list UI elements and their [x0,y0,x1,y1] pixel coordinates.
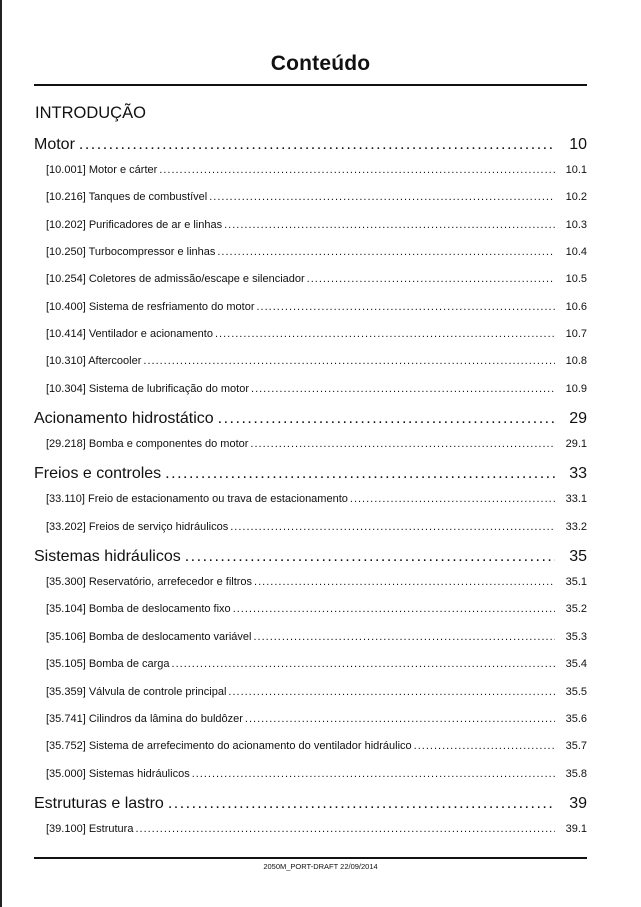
item-title: [29.218] Bomba e componentes do motor [46,438,249,451]
item-page-number: 35.8 [565,767,587,780]
item-page-number: 35.2 [565,603,587,616]
item-page-number: 35.5 [565,685,587,698]
toc-section [34,136,587,410]
item-page-number: 10.9 [565,382,587,395]
dot-leader [257,301,556,313]
toc-section [34,465,587,548]
dot-leader [172,658,555,670]
section-title: Motor [34,136,75,153]
item-title: [10.202] Purificadores de ar e linhas [46,218,223,231]
section-title: Acionamento hidrostático [34,410,214,428]
dot-leader [228,686,555,698]
item-page-number: 10.5 [565,273,587,286]
item-title: [35.106] Bomba de deslocamento variável [46,630,252,643]
item-page-number: 10.8 [565,355,587,368]
dot-leader [350,493,555,505]
page-title: Conteúdo [270,52,371,75]
item-page-number: 29.1 [565,438,587,451]
item-title: [39.100] Estrutura [46,822,134,835]
toc-section-entry[interactable] [34,136,587,164]
section-page-number: 29 [569,410,587,428]
toc-section [34,410,587,465]
footer-text: 2050M_PORT-DRAFT 22/09/2014 [263,862,378,871]
item-title: [33.110] Freio de estacionamento ou trava de estacionamento [46,493,348,506]
toc-item-entry[interactable] [34,493,587,520]
item-title: [10.414] Ventilador e acionamento [46,328,213,341]
toc-item-entry[interactable] [34,164,587,191]
footer-divider [34,857,587,859]
dot-leader [251,383,555,395]
intro-heading: INTRODUÇÃO [35,104,146,122]
item-title: [35.104] Bomba de deslocamento fixo [46,603,231,616]
item-page-number: 35.6 [565,712,587,725]
toc-item-entry[interactable] [34,713,587,740]
toc-section-entry[interactable] [34,410,587,438]
dot-leader [215,328,555,340]
dot-leader [79,136,555,154]
toc-item-entry[interactable] [34,521,587,548]
toc-item-entry[interactable] [34,658,587,685]
dot-leader [414,740,555,752]
toc-item-entry[interactable] [34,301,587,328]
section-page-number: 35 [569,548,587,566]
dot-leader [224,219,555,231]
item-page-number: 10.6 [565,300,587,313]
dot-leader [185,548,555,566]
page-edge-rule [0,0,2,907]
item-title: [10.304] Sistema de lubrificação do motor [46,382,250,395]
item-title: [10.250] Turbocompressor e linhas [46,246,216,259]
item-title: [10.254] Coletores de admissão/escape e silenciador [46,273,305,286]
item-title: [33.202] Freios de serviço hidráulicos [46,520,229,533]
toc-item-entry[interactable] [34,191,587,218]
section-title: Sistemas hidráulicos [34,548,181,566]
toc-section-entry[interactable] [34,795,587,823]
item-title: [35.300] Reservatório, arrefecedor e filtros [46,576,253,589]
table-of-contents [34,136,587,850]
section-title: Estruturas e lastro [34,794,164,812]
item-title: [10.216] Tanques de combustível [46,191,208,204]
toc-item-entry[interactable] [34,686,587,713]
item-page-number: 10.3 [565,218,587,231]
item-title: [35.359] Válvula de controle principal [46,685,227,698]
dot-leader [209,191,555,203]
toc-item-entry[interactable] [34,631,587,658]
item-page-number: 39.1 [565,822,587,835]
toc-section-entry[interactable] [34,465,587,493]
item-page-number: 33.1 [565,493,587,506]
item-page-number: 33.2 [565,520,587,533]
dot-leader [192,768,555,780]
dot-leader [250,438,555,450]
toc-item-entry[interactable] [34,328,587,355]
item-title: [35.752] Sistema de arrefecimento do acionamento do ventilador hidráulico [46,740,412,753]
toc-section [34,548,587,795]
dot-leader [253,631,555,643]
toc-item-entry[interactable] [34,823,587,850]
dot-leader [165,465,555,483]
dot-leader [218,410,555,428]
item-title: [10.400] Sistema de resfriamento do motor [46,300,255,313]
toc-item-entry[interactable] [34,603,587,630]
dot-leader [217,246,555,258]
toc-item-entry[interactable] [34,768,587,795]
dot-leader [233,603,555,615]
section-page-number: 39 [569,794,587,812]
dot-leader [143,355,555,367]
toc-section-entry[interactable] [34,548,587,576]
dot-leader [254,576,555,588]
toc-item-entry[interactable] [34,219,587,246]
item-page-number: 35.1 [565,576,587,589]
item-title: [35.000] Sistemas hidráulicos [46,767,190,780]
item-page-number: 10.7 [565,328,587,341]
toc-item-entry[interactable] [34,383,587,410]
dot-leader [135,823,555,835]
dot-leader [159,164,555,176]
toc-item-entry[interactable] [34,438,587,465]
item-page-number: 35.3 [565,630,587,643]
section-title: Freios e controles [34,465,162,483]
title-divider [34,84,587,86]
item-title: [35.105] Bomba de carga [46,658,170,671]
toc-item-entry[interactable] [34,576,587,603]
item-page-number: 10.4 [565,246,587,259]
dot-leader [245,713,555,725]
toc-item-entry[interactable] [34,740,587,767]
item-page-number: 10.2 [565,191,587,204]
section-page-number: 33 [569,465,587,483]
section-page-number: 10 [569,136,587,153]
toc-item-entry[interactable] [34,246,587,273]
item-title: [35.741] Cilindros da lâmina do buldôzer [46,712,243,725]
dot-leader [168,795,555,813]
toc-item-entry[interactable] [34,273,587,300]
item-title: [10.001] Motor e cárter [46,164,158,176]
toc-item-entry[interactable] [34,355,587,382]
item-page-number: 35.4 [565,658,587,671]
dot-leader [230,521,555,533]
toc-section [34,795,587,850]
item-page-number: 10.1 [565,164,587,176]
item-title: [10.310] Aftercooler [46,355,142,368]
dot-leader [307,273,555,285]
item-page-number: 35.7 [565,740,587,753]
